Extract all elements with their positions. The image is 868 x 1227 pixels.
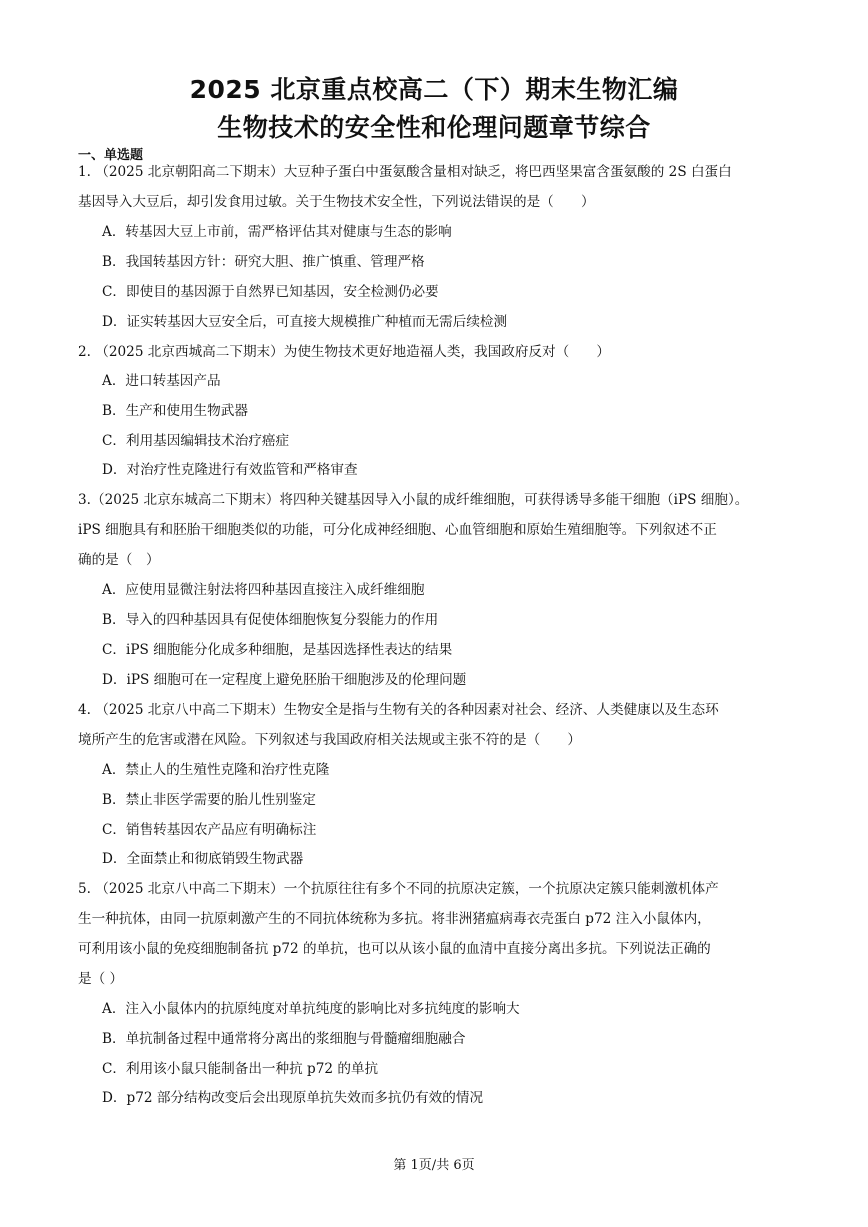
question-5-line-4: 是（ ）	[78, 971, 124, 987]
document-title: 2025 北京重点校高二（下）期末生物汇编	[189, 75, 679, 104]
question-5-line-2: 生一种抗体，由同一抗原刺激产生的不同抗体统称为多抗。将非洲猪瘟病毒衣壳蛋白 p72 注入小鼠体内，	[78, 911, 711, 927]
question-2-line-1: 2. （2025 北京西城高二下期末）为使生物技术更好地造福人类，我国政府反对（ ）	[78, 344, 610, 360]
page-number: 第 1页/共 6页	[393, 1158, 475, 1173]
question-1-option-c: C．即使目的基因源于自然界已知基因，安全检测仍必要	[102, 284, 439, 300]
question-3-line-2: iPS 细胞具有和胚胎干细胞类似的功能，可分化成神经细胞、心血管细胞和原始生殖细胞等。下列叙述不正	[78, 522, 717, 538]
question-5-option-b: B．单抗制备过程中通常将分离出的浆细胞与骨髓瘤细胞融合	[102, 1031, 466, 1047]
question-4-option-b: B．禁止非医学需要的胎儿性别鉴定	[102, 792, 316, 808]
question-5-line-1: 5. （2025 北京八中高二下期末）一个抗原往往有多个不同的抗原决定簇，一个抗原决定簇只能刺激机体产	[78, 881, 719, 897]
question-4-option-c: C．销售转基因农产品应有明确标注	[102, 822, 317, 838]
question-2-option-b: B．生产和使用生物武器	[102, 403, 248, 419]
question-3-line-3: 确的是（ ）	[78, 552, 160, 568]
question-3-option-c: C．iPS 细胞能分化成多种细胞，是基因选择性表达的结果	[102, 642, 453, 658]
question-5-line-3: 可利用该小鼠的免疫细胞制备抗 p72 的单抗，也可以从该小鼠的血清中直接分离出多抗。下列说法正确的	[78, 941, 711, 957]
question-4-line-1: 4. （2025 北京八中高二下期末）生物安全是指与生物有关的各种因素对社会、经济、人类健康以及生态环	[78, 702, 719, 718]
question-1-line-2: 基因导入大豆后，却引发食用过敏。关于生物技术安全性，下列说法错误的是（ ）	[78, 194, 595, 210]
section-heading: 一、单选题	[78, 148, 144, 163]
question-2-option-a: A．进口转基因产品	[102, 373, 221, 389]
question-4-option-d: D．全面禁止和彻底销毁生物武器	[102, 851, 304, 867]
question-3-option-a: A．应使用显微注射法将四种基因直接注入成纤维细胞	[102, 582, 425, 598]
question-3-option-d: D．iPS 细胞可在一定程度上避免胚胎干细胞涉及的伦理问题	[102, 672, 467, 688]
question-4-line-2: 境所产生的危害或潜在风险。下列叙述与我国政府相关法规或主张不符的是（ ）	[78, 732, 581, 748]
question-1-option-a: A．转基因大豆上市前，需严格评估其对健康与生态的影响	[102, 224, 452, 240]
question-3-option-b: B．导入的四种基因具有促使体细胞恢复分裂能力的作用	[102, 612, 439, 628]
question-3-line-1: 3.（2025 北京东城高二下期末）将四种关键基因导入小鼠的成纤维细胞，可获得诱导多能干细胞（iPS 细胞）。	[78, 492, 749, 508]
question-5-option-c: C．利用该小鼠只能制备出一种抗 p72 的单抗	[102, 1061, 379, 1077]
question-4-option-a: A．禁止人的生殖性克隆和治疗性克隆	[102, 762, 330, 778]
question-1-option-b: B．我国转基因方针：研究大胆、推广慎重、管理严格	[102, 254, 425, 270]
question-2-option-c: C．利用基因编辑技术治疗癌症	[102, 433, 290, 449]
question-1-line-1: 1. （2025 北京朝阳高二下期末）大豆种子蛋白中蛋氨酸含量相对缺乏，将巴西坚果富含蛋氨酸的 2S 白蛋白	[78, 164, 732, 180]
question-5-option-d: D．p72 部分结构改变后会出现原单抗失效而多抗仍有效的情况	[102, 1090, 484, 1106]
document-subtitle: 生物技术的安全性和伦理问题章节综合	[217, 113, 651, 142]
question-5-option-a: A．注入小鼠体内的抗原纯度对单抗纯度的影响比对多抗纯度的影响大	[102, 1001, 520, 1017]
question-1-option-d: D．证实转基因大豆安全后，可直接大规模推广种植而无需后续检测	[102, 314, 508, 330]
question-2-option-d: D．对治疗性克隆进行有效监管和严格审查	[102, 462, 358, 478]
